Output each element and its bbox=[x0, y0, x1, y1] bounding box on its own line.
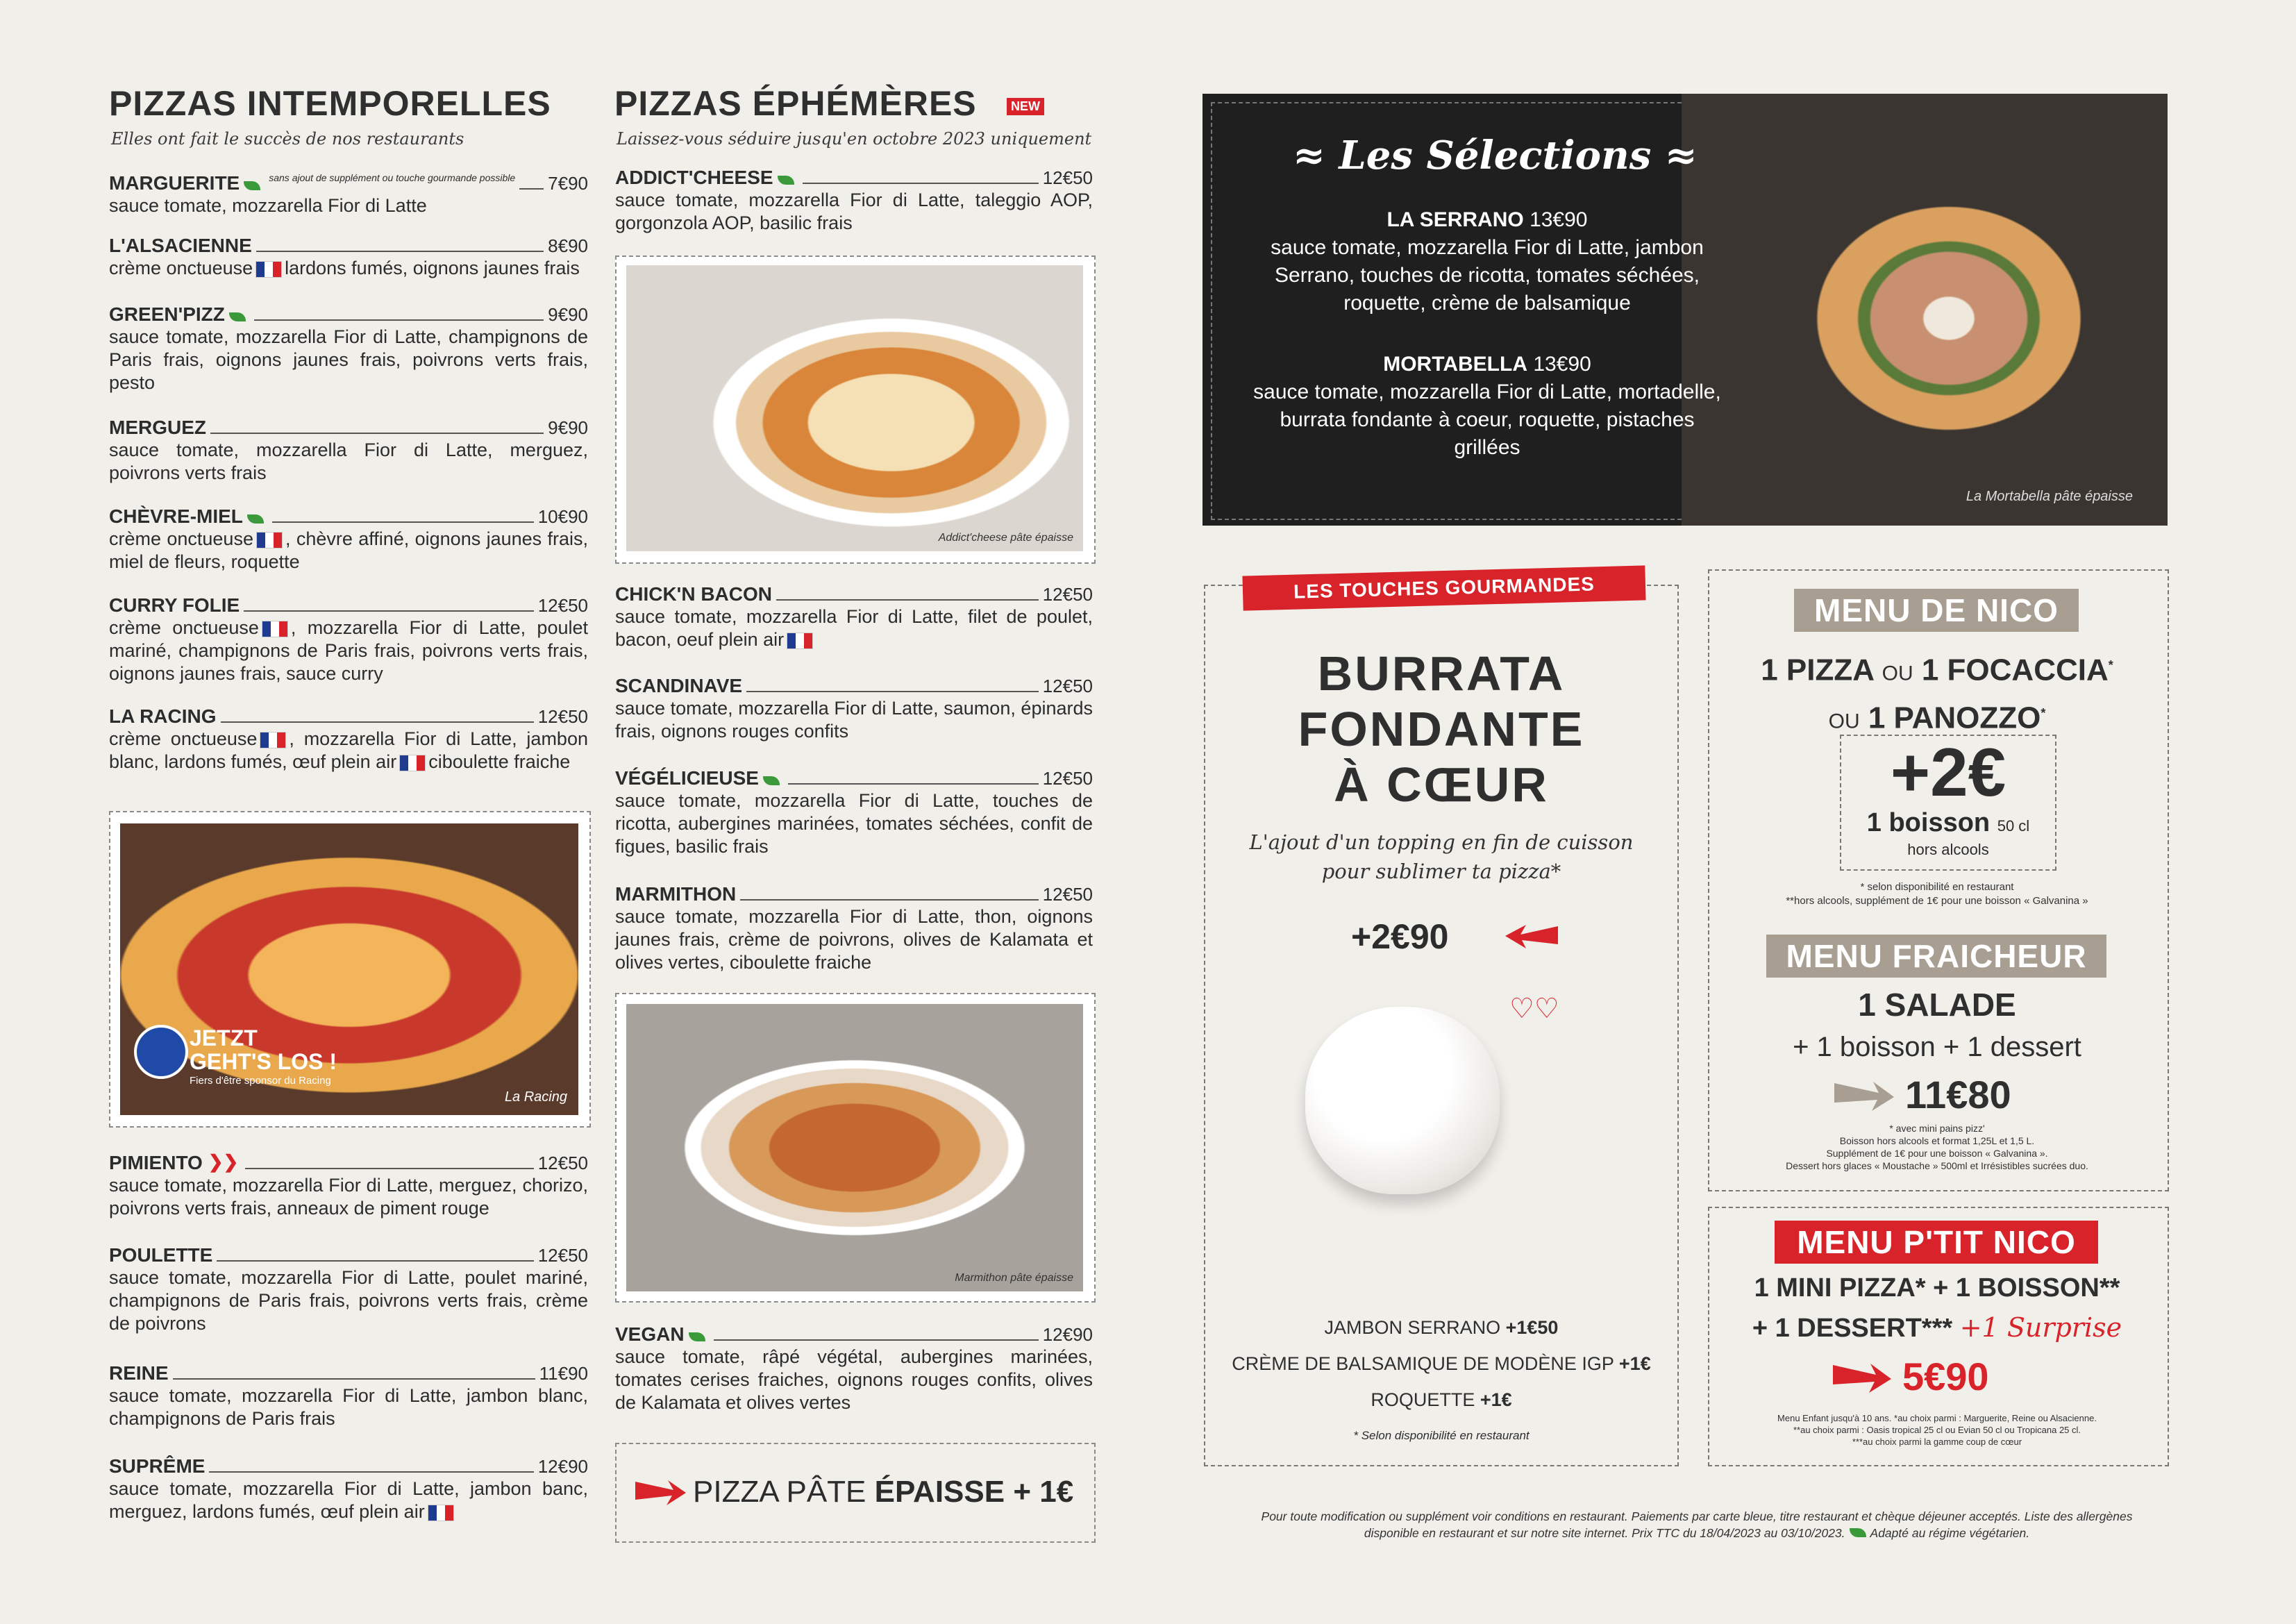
burrata-title-line2: FONDANTE bbox=[1298, 702, 1585, 756]
marmithon-photo-frame bbox=[615, 993, 1096, 1303]
menu-item-merguez bbox=[109, 417, 588, 485]
selections-panel bbox=[1203, 94, 2168, 526]
item-name: LA SERRANO bbox=[1386, 208, 1524, 231]
item-name: CHÈVRE-MIEL bbox=[109, 505, 243, 527]
addict-cheese-pizza-photo bbox=[626, 265, 1083, 551]
menu-fraicheur-price: 11€80 bbox=[1905, 1073, 2011, 1116]
menu-ptit-nico-line1: 1 MINI PIZZA* + 1 BOISSON** bbox=[1754, 1273, 2120, 1303]
menu-fraicheur-notes: * avec mini pains pizz' Boisson hors alcools et format 1,25L et 1,5 L. Supplément de 1€ pour une boisson « Galvanina ». Dessert hors glaces « Moustache » 500ml et Irrésistibles sucrées duo. bbox=[1786, 1123, 2088, 1171]
item-price: 12€50 bbox=[1042, 167, 1093, 188]
item-description-end: , mozzarella Fior di Latte, poulet mariné, champignons de Paris frais, poivrons verts frais, oignons jaunes frais, sauce curry bbox=[109, 617, 588, 684]
menu-item-curry-folie bbox=[109, 594, 588, 685]
item-price: 13€90 bbox=[1530, 208, 1588, 231]
burrata-tagline-line1: L'ajout d'un topping en fin de cuisson bbox=[1249, 830, 1634, 854]
item-description: crème onctueuse bbox=[109, 617, 259, 638]
menu-fraicheur-label: MENU FRAICHEUR bbox=[1766, 935, 2106, 978]
vegetarian-leaf-icon bbox=[763, 776, 780, 785]
item-description: crème onctueuse bbox=[109, 528, 253, 549]
item-description: sauce tomate, mozzarella Fior di Latte, merguez, poivrons verts frais bbox=[109, 440, 588, 483]
footer-legal-text bbox=[1197, 1508, 2197, 1541]
item-price: 12€50 bbox=[1042, 676, 1093, 696]
vegetarian-leaf-icon bbox=[1850, 1528, 1866, 1537]
item-description: sauce tomate, mozzarella Fior di Latte bbox=[109, 195, 427, 216]
menu-de-nico-price-box bbox=[1840, 735, 2056, 871]
selections-title: Les Sélections bbox=[1339, 133, 1652, 178]
left-column-title: PIZZAS INTEMPORELLES bbox=[109, 84, 551, 123]
item-description: crème onctueuse bbox=[109, 258, 253, 278]
red-arrow-icon bbox=[632, 1475, 687, 1513]
menu-ptit-nico-line2: + 1 DESSERT*** +1 Surprise bbox=[1752, 1312, 2122, 1343]
french-flag-icon bbox=[399, 755, 426, 771]
burrata-title-line3: À CŒUR bbox=[1334, 757, 1549, 812]
item-price: 12€50 bbox=[537, 1153, 588, 1173]
wave-ornament-icon: ≈ bbox=[1664, 133, 1698, 178]
item-price: 12€50 bbox=[1042, 584, 1093, 605]
item-name: POULETTE bbox=[109, 1244, 213, 1266]
item-description: sauce tomate, mozzarella Fior di Latte, jambon blanc, champignons de Paris frais bbox=[109, 1385, 588, 1429]
menu-item-reine bbox=[109, 1362, 588, 1430]
new-badge: NEW bbox=[1007, 98, 1044, 115]
item-price: 12€90 bbox=[1042, 1324, 1093, 1345]
item-price: 13€90 bbox=[1533, 353, 1591, 376]
menu-item-chevre-miel bbox=[109, 505, 588, 574]
item-description: sauce tomate, mozzarella Fior di Latte, taleggio AOP, gorgonzola AOP, basilic frais bbox=[615, 190, 1093, 233]
topping-option: ROQUETTE +1€ bbox=[1371, 1389, 1512, 1410]
sponsor-badge bbox=[190, 1026, 337, 1089]
item-name: ADDICT'CHEESE bbox=[615, 167, 773, 188]
burrata-tagline bbox=[1204, 828, 1679, 886]
menu-de-nico-price: +2€ bbox=[1890, 734, 2006, 810]
thick-crust-price: ÉPAISSE + 1€ bbox=[874, 1475, 1074, 1509]
sponsor-badge-sub: Fiers d'être sponsor du Racing bbox=[190, 1075, 331, 1087]
marmithon-pizza-photo bbox=[626, 1004, 1083, 1291]
menu-item-alsacienne bbox=[109, 235, 588, 280]
item-name: CHICK'N BACON bbox=[615, 583, 772, 605]
topping-option: JAMBON SERRANO +1€50 bbox=[1324, 1317, 1559, 1338]
selection-item-mortabella bbox=[1251, 351, 1723, 462]
item-description: crème onctueuse bbox=[109, 728, 258, 749]
photo-caption: Marmithon pâte épaisse bbox=[955, 1272, 1073, 1284]
drink-size: 50 cl bbox=[1997, 817, 2030, 835]
menu-item-supreme bbox=[109, 1455, 588, 1523]
left-column-subtitle: Elles ont fait le succès de nos restaurants bbox=[111, 129, 464, 149]
burrata-image bbox=[1305, 1007, 1500, 1194]
footer-legend: Adapté au régime végétarien. bbox=[1870, 1526, 2030, 1540]
item-description: sauce tomate, mozzarella Fior di Latte, touches de ricotta, aubergines marinées, tomates séchées, confit de figues, basilic frais bbox=[615, 790, 1093, 857]
item-price: 8€90 bbox=[548, 235, 588, 256]
menu-item-vegelicieuse bbox=[615, 767, 1093, 858]
item-description: sauce tomate, mozzarella Fior di Latte, poulet mariné, champignons de Paris frais, poivrons verts frais, crème de poivrons bbox=[109, 1267, 588, 1334]
item-description-end: ciboulette fraiche bbox=[428, 751, 571, 772]
burrata-tagline-line2: pour sublimer ta pizza* bbox=[1321, 860, 1561, 883]
item-description: sauce tomate, mozzarella Fior di Latte, jambon banc, merguez, lardons fumés, œuf plein air bbox=[109, 1478, 588, 1522]
item-name: PIMIENTO bbox=[109, 1152, 203, 1173]
item-description: sauce tomate, râpé végétal, aubergines marinées, tomates cerises fraiches, oignons rouges confits, olives de Kalamata et olives vertes bbox=[615, 1346, 1093, 1413]
la-racing-pizza-photo bbox=[120, 823, 578, 1115]
item-description-end: lardons fumés, oignons jaunes frais bbox=[285, 258, 580, 278]
menu-ptit-nico-label: MENU P'TIT NICO bbox=[1775, 1221, 2098, 1264]
item-name: GREEN'PIZZ bbox=[109, 303, 225, 325]
racing-club-logo-icon bbox=[134, 1025, 188, 1079]
photo-caption: La Racing bbox=[504, 1089, 567, 1105]
menu-item-scandinave bbox=[615, 675, 1093, 743]
item-name: MORTABELLA bbox=[1383, 353, 1527, 376]
burrata-title bbox=[1204, 646, 1679, 812]
red-arrow-icon bbox=[1830, 1359, 1893, 1399]
thick-crust-text bbox=[693, 1475, 1073, 1509]
menu-de-nico-label: MENU DE NICO bbox=[1794, 589, 2079, 632]
menu-ptit-nico-price: 5€90 bbox=[1902, 1355, 1989, 1398]
menu-fraicheur-line2: + 1 boisson + 1 dessert bbox=[1793, 1032, 2081, 1062]
french-flag-icon bbox=[256, 532, 283, 549]
topping-options bbox=[1204, 1309, 1679, 1418]
french-flag-icon bbox=[262, 621, 288, 637]
item-price: 12€50 bbox=[537, 1245, 588, 1266]
item-name: SCANDINAVE bbox=[615, 675, 743, 696]
item-description: sauce tomate, mozzarella Fior di Latte, thon, oignons jaunes frais, crème de poivrons, olives de Kalamata et olives vertes, ciboulette fraiche bbox=[615, 906, 1093, 973]
wave-ornament-icon: ≈ bbox=[1293, 133, 1325, 178]
item-name: MARMITHON bbox=[615, 883, 737, 905]
menu-item-la-racing bbox=[109, 705, 588, 773]
vegetarian-leaf-icon bbox=[244, 181, 260, 190]
vegetarian-leaf-icon bbox=[689, 1332, 705, 1341]
item-description: sauce tomate, mozzarella Fior di Latte, jambon Serrano, touches de ricotta, tomates séchées, roquette, crème de balsamique bbox=[1271, 236, 1704, 315]
sponsor-badge-line2: GEHT'S LOS ! bbox=[190, 1049, 337, 1074]
menu-item-pimiento bbox=[109, 1150, 588, 1220]
item-description: sauce tomate, mozzarella Fior di Latte, saumon, épinards frais, oignons rouges confits bbox=[615, 698, 1093, 742]
item-price: 12€50 bbox=[1042, 768, 1093, 789]
item-name: VÉGÉLICIEUSE bbox=[615, 767, 759, 789]
item-name: LA RACING bbox=[109, 705, 217, 727]
item-description: sauce tomate, mozzarella Fior di Latte, merguez, chorizo, poivrons verts frais, anneaux de piment rouge bbox=[109, 1175, 588, 1219]
item-price: 7€90 bbox=[548, 173, 588, 194]
menu-fraicheur-line1: 1 SALADE bbox=[1858, 987, 2016, 1023]
mortabella-pizza-photo bbox=[1682, 94, 2168, 526]
item-name: MERGUEZ bbox=[109, 417, 206, 438]
menu-item-chickn-bacon bbox=[615, 583, 1093, 651]
middle-column-title: PIZZAS ÉPHÉMÈRES bbox=[614, 84, 977, 123]
item-name: CURRY FOLIE bbox=[109, 594, 240, 616]
item-price: 9€90 bbox=[548, 417, 588, 438]
thick-crust-box bbox=[615, 1443, 1096, 1543]
item-description: sauce tomate, mozzarella Fior di Latte, mortadelle, burrata fondante à coeur, roquette, pistaches grillées bbox=[1253, 380, 1721, 459]
vegetarian-leaf-icon bbox=[778, 176, 794, 185]
vegetarian-leaf-icon bbox=[247, 514, 264, 524]
touches-gourmandes-banner: LES TOUCHES GOURMANDES bbox=[1242, 565, 1645, 610]
addict-cheese-photo-frame bbox=[615, 256, 1096, 564]
menu-item-vegan bbox=[615, 1323, 1093, 1414]
item-name: VEGAN bbox=[615, 1323, 685, 1345]
item-price: 10€90 bbox=[537, 506, 588, 527]
item-name: MARGUERITE bbox=[109, 172, 240, 194]
item-price: 12€50 bbox=[1042, 884, 1093, 905]
photo-caption: La Mortabella pâte épaisse bbox=[1966, 489, 2133, 504]
french-flag-icon bbox=[260, 732, 286, 748]
french-flag-icon bbox=[255, 261, 282, 278]
item-price: 12€50 bbox=[537, 706, 588, 727]
menu-item-greenpizz bbox=[109, 303, 588, 394]
menu-de-nico-notes: * selon disponibilité en restaurant **hors alcools, supplément de 1€ pour une boisson « Galvanina » bbox=[1786, 881, 2088, 907]
footer-line2: disponible en restaurant et sur notre site internet. Prix TTC du 18/04/2023 au 03/10/2023. bbox=[1364, 1526, 1845, 1540]
item-description-end: , chèvre affiné, oignons jaunes frais, miel de fleurs, roquette bbox=[109, 528, 588, 572]
item-description-mid: , mozzarella Fior di Latte, jambon blanc, lardons fumés, œuf plein air bbox=[109, 728, 588, 772]
menu-de-nico-choices: 1 PIZZA OU 1 FOCACCIA* OU 1 PANOZZO* bbox=[1761, 653, 2113, 735]
footer-line1: Pour toute modification ou supplément voir conditions en restaurant. Paiements par carte bleue, titre restaurant et chèque déjeuner acceptés. Liste des allergènes bbox=[1261, 1509, 2133, 1523]
la-racing-photo-frame bbox=[109, 811, 591, 1128]
photo-caption: Addict'cheese pâte épaisse bbox=[938, 532, 1073, 544]
item-name: L'ALSACIENNE bbox=[109, 235, 252, 256]
surprise-label: +1 Surprise bbox=[1959, 1312, 2122, 1343]
item-description: sauce tomate, mozzarella Fior di Latte, champignons de Paris frais, oignons jaunes frais, poivrons verts frais, pesto bbox=[109, 326, 588, 393]
drink-label: 1 boisson bbox=[1866, 808, 1991, 837]
item-description: sauce tomate, mozzarella Fior di Latte, filet de poulet, bacon, oeuf plein air bbox=[615, 606, 1093, 650]
menu-item-addict-cheese bbox=[615, 167, 1093, 235]
item-price: 9€90 bbox=[548, 304, 588, 325]
topping-option: CRÈME DE BALSAMIQUE DE MODÈNE IGP +1€ bbox=[1232, 1353, 1651, 1374]
vegetarian-leaf-icon bbox=[229, 312, 246, 321]
menu-item-marmithon bbox=[615, 883, 1093, 974]
item-note: sans ajout de supplément ou touche gourmande possible bbox=[269, 172, 516, 183]
sponsor-badge-line1: JETZT bbox=[190, 1026, 258, 1050]
drink-note: hors alcools bbox=[1907, 841, 1989, 858]
item-price: 12€90 bbox=[537, 1456, 588, 1477]
middle-column-subtitle: Laissez-vous séduire jusqu'en octobre 2023 uniquement bbox=[617, 129, 1092, 149]
item-price: 12€50 bbox=[537, 595, 588, 616]
burrata-title-line1: BURRATA bbox=[1317, 646, 1566, 701]
menu-item-marguerite bbox=[109, 167, 588, 217]
item-price: 11€90 bbox=[539, 1363, 588, 1384]
menu-item-poulette bbox=[109, 1244, 588, 1335]
french-flag-icon bbox=[787, 633, 813, 649]
item-name: SUPRÊME bbox=[109, 1455, 206, 1477]
selection-item-serrano bbox=[1251, 206, 1723, 317]
french-flag-icon bbox=[428, 1505, 454, 1521]
topping-note: * Selon disponibilité en restaurant bbox=[1353, 1429, 1530, 1442]
spicy-chili-icon: ❯❯ bbox=[208, 1151, 239, 1172]
thick-crust-label: PIZZA PÂTE bbox=[693, 1475, 866, 1509]
menu-ptit-nico-notes: Menu Enfant jusqu'à 10 ans. *au choix parmi : Marguerite, Reine ou Alsacienne. **au choix parmi : Oasis tropical 25 cl ou Evian 50 cl ou Tropicana 25 cl. ***au choix parmi la gamme coup de cœur bbox=[1777, 1413, 2097, 1447]
burrata-price: +2€90 bbox=[1351, 917, 1449, 956]
red-arrow-icon bbox=[1504, 919, 1559, 955]
item-name: REINE bbox=[109, 1362, 169, 1384]
hearts-icon: ♡♡ bbox=[1509, 994, 1559, 1024]
grey-arrow-icon bbox=[1832, 1078, 1895, 1117]
